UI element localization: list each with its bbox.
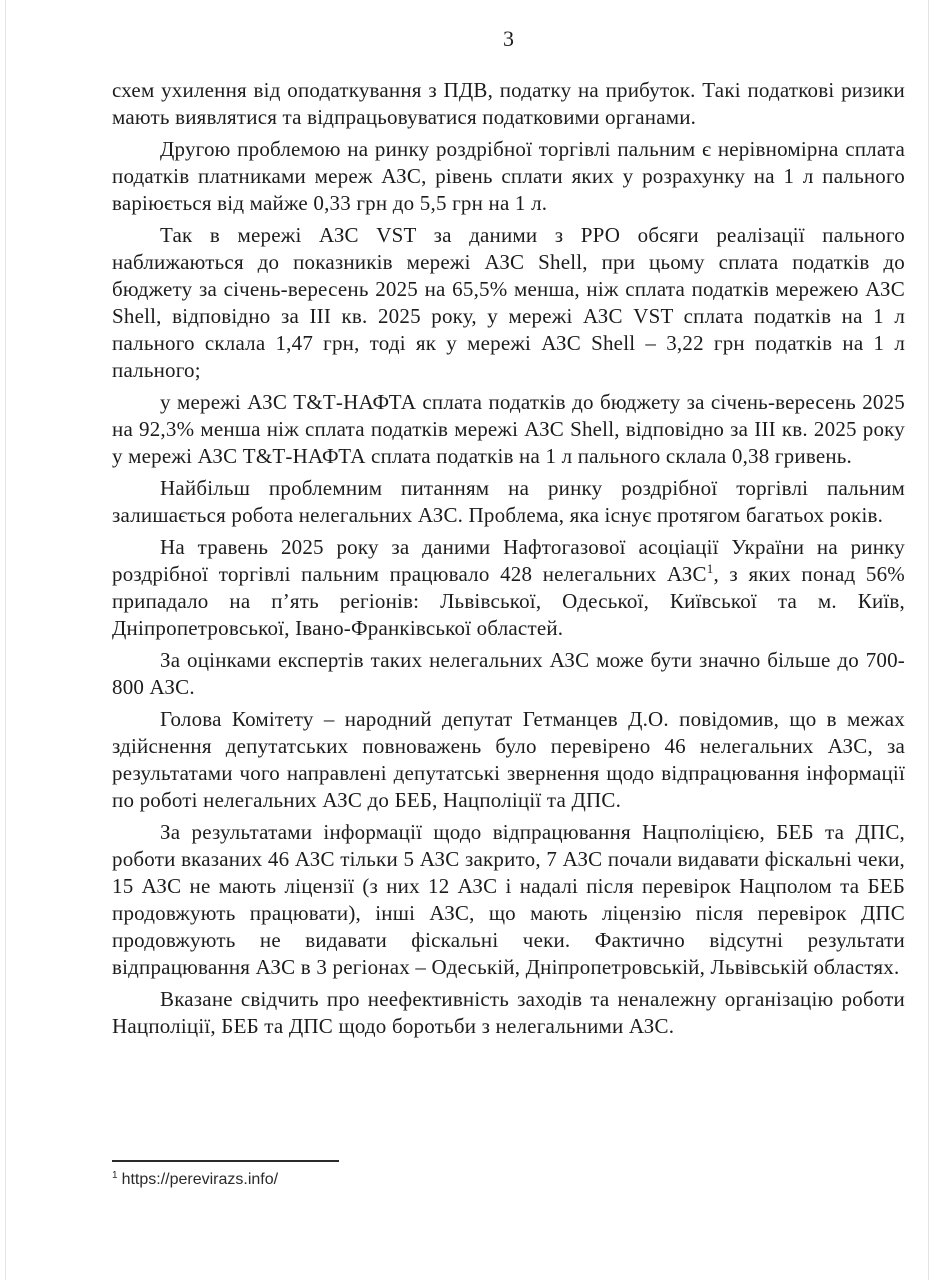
footnote-url: https://perevirazs.info/	[121, 1171, 279, 1188]
paragraph-uneven-tax-payment: Другою проблемою на ринку роздрібної торгівлі пальним є нерівномірна сплата податків платниками мереж АЗС, рівень сплати яких у розрахунку на 1 л пального варіюється від майже 0,33 грн до 5,5 грн на 1 л.	[112, 137, 905, 215]
paragraph-experts-estimate: За оцінками експертів таких нелегальних АЗС може бути значно більше до 700-800 АЗС.	[112, 648, 905, 699]
footnote-marker: 1	[112, 1169, 118, 1181]
paragraph-enforcement-results: За результатами інформації щодо відпрацювання Нацполіцією, БЕБ та ДПС, роботи вказаних 46 АЗС тільки 5 АЗС закрито, 7 АЗС почали видавати фіскальні чеки, 15 АЗС не мають ліцензії (з них 12 АЗС і надалі після перевірок Нацполом та БЕБ продовжують працювати), інші АЗС, що мають ліцензію після перевірок ДПС продовжують не видавати фіскальні чеки. Фактично відсутні результати відпрацювання АЗС в 3 регіонах – Одеській, Дніпропетровській, Львівській областях.	[112, 820, 905, 979]
paragraph-text: Найбільш проблемним питанням на ринку роздрібної торгівлі пальним залишається робота нелегальних АЗС. Проблема, яка існує протягом багатьох років.	[112, 476, 905, 527]
footnote-1	[112, 1170, 812, 1190]
footnote-section	[112, 1160, 812, 1190]
paragraph-ineffectiveness-conclusion: Вказане свідчить про неефективність заходів та неналежну організацію роботи Нацполіції, БЕБ та ДПС щодо боротьби з нелегальними АЗС.	[112, 987, 905, 1038]
paragraph-text-before-footnote-ref: На травень 2025 року за даними Нафтогазової асоціації України на ринку роздрібної торгівлі пальним працювало 428 нелегальних АЗС	[112, 535, 905, 586]
footnote-reference-1: 1	[706, 561, 714, 576]
document-body	[112, 77, 905, 1040]
paragraph-tt-nafta-network: у мережі АЗС Т&Т-НАФТА сплата податків до бюджету за січень-вересень 2025 на 92,3% менша ніж сплата податків мережі АЗС Shell, відповідно за III кв. 2025 року у мережі АЗС Т&Т-НАФТА сплата податків на 1 л пального склала 0,38 гривень.	[112, 390, 905, 468]
paragraph-428-illegal-stations	[112, 534, 905, 642]
page-edge-right	[928, 0, 929, 1280]
paragraph-vst-network: Так в мережі АЗС VST за даними з РРО обсяги реалізації пального наближаються до показників мережі АЗС Shell, при цьому сплата податків до бюджету за січень-вересень 2025 на 65,5% менша, ніж сплата податків мережею АЗС Shell, відповідно за III кв. 2025 року, у мережі АЗС VST сплата податків на 1 л пального склала 1,47 грн, тоді як у мережі АЗС Shell – 3,22 грн податків на 1 л пального;	[112, 223, 905, 382]
page-edge-left	[5, 0, 6, 1280]
footnote-separator	[112, 1160, 339, 1162]
paragraph-tax-evasion-schemes: схем ухилення від оподаткування з ПДВ, податку на прибуток. Такі податкові ризики мають виявлятися та відпрацьовуватися податковими органами.	[112, 78, 905, 129]
paragraph-text-after-footnote-ref: , з яких понад 56% припадало на п’ять регіонів: Львівської, Одеської, Київської та м. Київ, Дніпропетровської, Івано-Франківської областей.	[112, 562, 905, 640]
page-number: 3	[503, 26, 514, 51]
paragraph-illegal-stations-problem	[112, 475, 905, 529]
paragraph-committee-head-statement: Голова Комітету – народний депутат Гетманцев Д.О. повідомив, що в межах здійснення депутатських повноважень було перевірено 46 нелегальних АЗС, за результатами чого направлені депутатські звернення щодо відпрацювання інформації по роботі нелегальних АЗС до БЕБ, Нацполіції та ДПС.	[112, 707, 905, 812]
